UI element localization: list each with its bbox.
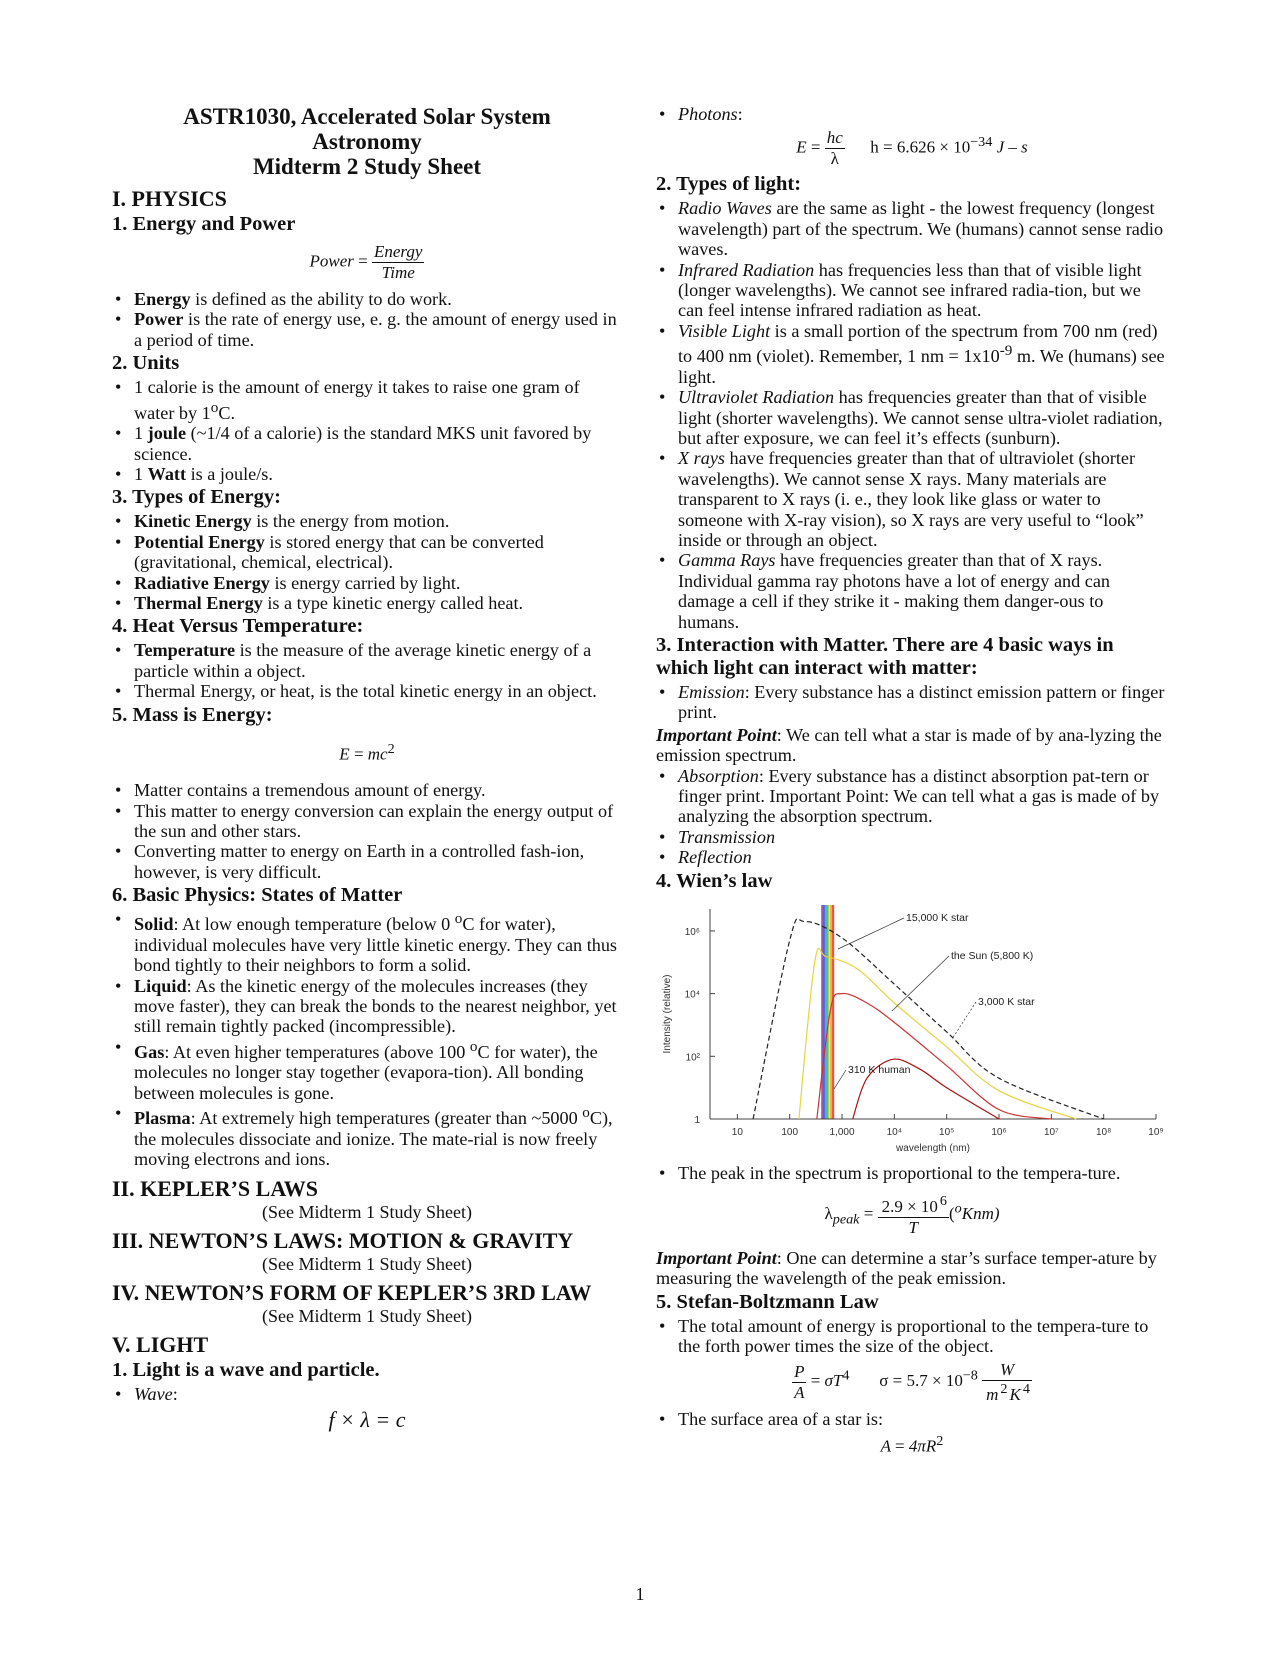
list-item — [656, 104, 1168, 124]
term: Liquid — [134, 975, 187, 996]
interaction-list-2 — [656, 766, 1168, 868]
text: is a joule/s. — [186, 463, 273, 484]
list-item — [112, 1037, 622, 1103]
visible-band-stripe — [821, 905, 823, 1119]
x-tick-label: 10⁵ — [939, 1126, 955, 1138]
x-axis-label: wavelength (nm) — [896, 1142, 970, 1154]
term: Radiative Energy — [134, 572, 270, 593]
stefan-formula — [656, 1360, 1168, 1405]
planck-unit: J – s — [996, 137, 1028, 157]
types-of-energy-list — [112, 511, 622, 613]
sigma-unit-den — [982, 1381, 1032, 1405]
see-note: (See Midterm 1 Study Sheet) — [262, 1306, 472, 1327]
series-annotation: the Sun (5,800 K) — [951, 949, 1034, 962]
definition: is the energy from motion. — [251, 511, 450, 532]
text: 1 — [134, 423, 148, 444]
definition: is stored energy that can be converted (gravitational, chemical, electrical). — [134, 531, 544, 573]
text: 1 — [134, 463, 148, 484]
stefan-list-2 — [656, 1409, 1168, 1429]
section-kepler-heading: II. KEPLER’S LAWS — [112, 1176, 319, 1202]
formula-eq: = — [353, 744, 364, 764]
text: : As the kinetic energy of the molecules increases (they move faster), they can break the bonds to the nearest neighbor, yet still remain tightly packed (incompressible). — [134, 975, 617, 1037]
term: joule — [147, 423, 187, 444]
list-item — [656, 682, 1168, 723]
planck-exp: −34 — [970, 134, 993, 151]
types-of-light-list — [656, 198, 1168, 632]
important-point-note — [656, 725, 1168, 766]
left-column — [112, 104, 622, 1439]
wave-list — [112, 1384, 622, 1404]
interaction-list-1 — [656, 682, 1168, 723]
term: Watt — [147, 463, 187, 484]
surface-area-formula — [656, 1433, 1168, 1457]
wien-formula — [656, 1193, 1168, 1238]
term: Solid — [134, 914, 174, 935]
definition: is energy carried by light. — [269, 572, 461, 593]
formula-fraction — [792, 1362, 806, 1403]
term: Plasma — [134, 1108, 191, 1129]
list-item — [112, 289, 622, 309]
sigma-eq: = — [892, 1371, 903, 1391]
formula-num: hc — [826, 128, 843, 148]
term: Reflection — [678, 847, 752, 868]
document-title — [112, 104, 622, 179]
list-item — [112, 593, 622, 613]
text: : At even higher temperatures (above 100 — [164, 1041, 470, 1062]
term: Radio Waves — [678, 198, 772, 219]
formula-exp: 2 — [936, 1433, 944, 1450]
definition: is the measure of the average kinetic energy of a particle within a object. — [134, 640, 592, 681]
degree-sup: o — [469, 1037, 478, 1055]
y-tick-label: 1 — [694, 1114, 700, 1126]
stefan-list-1 — [656, 1316, 1168, 1357]
y-tick-label: 10⁶ — [684, 926, 700, 938]
visible-band-stripe — [823, 905, 825, 1119]
energy-list — [112, 289, 622, 350]
series-annotation: 310 K human — [848, 1063, 911, 1076]
list-item — [112, 464, 622, 484]
planck-eq: = — [883, 137, 893, 157]
section-newton-heading: III. NEWTON’S LAWS: MOTION & GRAVITY — [112, 1228, 574, 1254]
text: (~1/4 of a calorie) is the standard MKS unit favored by science. — [134, 423, 592, 464]
term: Visible Light — [678, 320, 771, 341]
list-item — [112, 423, 622, 464]
text: has frequencies greater than that of visible light (shorter wavelengths). We cannot sense ultra-violet radiation, but after exposure, we can feel it’s effects (sunburn). — [678, 387, 1163, 448]
formula-eq: = — [810, 1371, 821, 1391]
term: Photons — [678, 104, 738, 124]
formula-den: λ — [830, 149, 839, 169]
list-item — [656, 550, 1168, 632]
states-of-matter-heading: 6. Basic Physics: States of Matter — [112, 884, 403, 907]
definition: is defined as the ability to do work. — [190, 289, 452, 309]
x-tick-label: 100 — [781, 1126, 799, 1138]
term: Kinetic Energy — [134, 511, 252, 532]
term: Infrared Radiation — [678, 259, 815, 280]
energy-power-heading: 1. Energy and Power — [112, 213, 296, 235]
list-item: • This matter to energy conversion can explain the energy output of the sun and other stars. — [112, 801, 622, 842]
text: : Every substance has a distinct absorption pat-tern or finger print. Important Point: We can tell what a gas is made of by analyzing the absorption spectrum. — [678, 765, 1160, 827]
list-item — [656, 448, 1168, 550]
blackbody-chart — [656, 899, 1168, 1157]
degree-sup: o — [454, 910, 463, 928]
text: have frequencies greater than that of X rays. Individual gamma ray photons have a lot of energy and can damage a cell if they strike it - making them danger-ous to humans. — [678, 550, 1110, 632]
list-item: • Matter contains a tremendous amount of energy. — [112, 780, 622, 800]
formula-den: T — [908, 1217, 918, 1237]
x-tick-label: 10⁷ — [1043, 1126, 1059, 1138]
x-tick-label: 10⁶ — [991, 1126, 1007, 1138]
term: Important Point — [656, 1247, 777, 1268]
term: Gas — [134, 1041, 165, 1062]
list-item — [112, 532, 622, 573]
list-item — [112, 640, 622, 681]
term: Important Point — [656, 724, 777, 745]
formula-den: A — [794, 1383, 805, 1403]
formula-fraction — [825, 128, 845, 169]
list-item — [112, 377, 622, 423]
degree-sup: o — [582, 1104, 590, 1122]
section-newton-kepler-heading: IV. NEWTON’S FORM OF KEPLER’S 3RD LAW — [112, 1280, 592, 1306]
unit-m: m — [986, 1385, 999, 1404]
text: is a small portion of the spectrum from 700 nm (red) to 400 nm (violet). Remember, 1 nm = 1x10 — [678, 320, 1158, 367]
term: X rays — [678, 448, 725, 469]
term: Power — [134, 309, 184, 330]
y-tick-label: 10² — [685, 1051, 700, 1063]
heat-list — [112, 640, 622, 701]
x-tick-label: 10⁸ — [1095, 1126, 1112, 1138]
text: has frequencies less than that of visible light (longer wavelengths). We cannot see infrared radia-tion, but we can feel intense infrared radiation as heat. — [678, 259, 1142, 321]
text: : Every substance has a distinct emission pattern or finger print. — [678, 682, 1165, 723]
y-tick-label: 10⁴ — [684, 989, 700, 1001]
unit-k: K — [1009, 1385, 1021, 1404]
x-tick-label: 10⁴ — [886, 1126, 903, 1138]
photons-list — [656, 104, 1168, 124]
planck-value: 6.626 × 10 — [896, 137, 971, 157]
title-line-1: ASTR1030, Accelerated Solar System — [183, 104, 551, 129]
sigma-value: 5.7 × 10 — [906, 1371, 963, 1391]
formula-sub: peak — [832, 1211, 860, 1228]
formula-fraction — [878, 1193, 949, 1238]
list-item — [112, 511, 622, 531]
list-item: • The peak in the spectrum is proportional to the tempera-ture. — [656, 1163, 1168, 1183]
text: C for water), the molecules no longer stay together (evapora-tion). All bonding between molecules is gone. — [134, 1041, 598, 1103]
formula-unit-sup: o — [954, 1200, 962, 1217]
series-annotation: 3,000 K star — [978, 995, 1035, 1008]
list-item — [112, 1103, 622, 1169]
visible-band-stripe — [832, 905, 834, 1119]
formula-num: P — [794, 1362, 805, 1382]
formula-num — [878, 1193, 949, 1218]
x-tick-label: 1,000 — [829, 1126, 855, 1138]
degree-sup: o — [210, 398, 219, 416]
sigma-exp: −8 — [962, 1367, 978, 1384]
term: Gamma Rays — [678, 550, 776, 571]
states-list — [112, 909, 622, 1169]
mass-list — [112, 780, 622, 882]
formula-num-value: 2.9 × 10 — [881, 1196, 938, 1216]
sigma-unit-fraction — [982, 1360, 1032, 1405]
formula-exp: 2 — [387, 740, 395, 757]
stefan-boltzmann-heading: 5. Stefan-Boltzmann Law — [656, 1290, 879, 1313]
text: : — [737, 104, 743, 124]
page-number: 1 — [635, 1584, 645, 1604]
list-item: • Converting matter to energy on Earth in a controlled fash-ion, however, is very difficult. — [112, 841, 622, 882]
formula-rhs: mc — [367, 744, 388, 764]
list-item — [656, 827, 1168, 847]
section-light-heading: V. LIGHT — [112, 1332, 209, 1358]
term: Emission — [678, 682, 745, 702]
text: Thermal Energy, or heat, is the total kinetic energy in an object. — [134, 681, 597, 702]
term: Potential Energy — [134, 531, 265, 552]
wave-particle-heading: 1. Light is a wave and particle. — [112, 1359, 380, 1382]
x-tick-label: 10 — [731, 1126, 743, 1138]
list-item — [112, 1384, 622, 1404]
see-note: (See Midterm 1 Study Sheet) — [262, 1254, 472, 1275]
y-axis-label: Intensity (relative) — [662, 974, 673, 1054]
text: : At low enough temperature (below 0 — [173, 914, 455, 935]
list-item — [656, 847, 1168, 867]
formula-lhs: E — [796, 137, 807, 157]
term: Energy — [134, 289, 191, 309]
power-formula-den: Time — [381, 263, 415, 282]
heat-temperature-heading: 4. Heat Versus Temperature: — [112, 615, 364, 638]
text: C. — [218, 402, 236, 423]
list-item — [656, 198, 1168, 259]
wave-formula: f × λ = c — [328, 1406, 406, 1432]
exponent: -9 — [999, 342, 1013, 360]
term: Ultraviolet Radiation — [678, 387, 835, 408]
units-list — [112, 377, 622, 484]
formula-rhs: 4πR — [908, 1437, 937, 1457]
mass-energy-heading: 5. Mass is Energy: — [112, 703, 273, 726]
sigma-unit-num: W — [982, 1360, 1032, 1381]
x-tick-label: 10⁹ — [1148, 1126, 1164, 1138]
list-item: • The surface area of a star is: — [656, 1409, 1168, 1429]
types-of-light-heading: 2. Types of light: — [656, 173, 802, 196]
list-item — [112, 681, 622, 701]
formula-rhs: σT — [824, 1371, 843, 1391]
formula-eq: = — [895, 1437, 905, 1457]
formula-unit-open: ( — [948, 1204, 955, 1224]
planck-lhs: h — [870, 137, 879, 157]
power-formula-lhs: Power — [309, 251, 354, 271]
text: : We can tell what a star is made of by ana-lyzing the emission spectrum. — [656, 724, 1162, 766]
visible-band-stripe — [827, 905, 829, 1119]
photon-energy-formula — [656, 128, 1168, 169]
term: Temperature — [134, 640, 236, 661]
visible-band-stripe — [825, 905, 827, 1119]
term: Thermal Energy — [134, 592, 263, 613]
formula-eq: = — [863, 1204, 874, 1224]
interaction-heading: 3. Interaction with Matter. There are 4 basic ways in which light can interact with matter: — [656, 634, 1114, 679]
term: Wave — [134, 1384, 173, 1405]
list-item — [112, 909, 622, 975]
text: m. We (humans) see light. — [678, 346, 1165, 387]
blackbody-chart-svg — [656, 899, 1168, 1157]
title-line-3: Midterm 2 Study Sheet — [252, 154, 482, 179]
unit-k-exp: 4 — [1022, 1381, 1030, 1398]
title-line-2: Astronomy — [312, 129, 422, 154]
unit-m-exp: 2 — [1000, 1381, 1008, 1398]
text: : — [172, 1384, 178, 1405]
units-heading: 2. Units — [112, 352, 180, 375]
formula-num-exp: 6 — [939, 1193, 947, 1210]
series-annotation: 15,000 K star — [906, 911, 969, 924]
list-item — [656, 321, 1168, 387]
power-formula-fraction — [372, 242, 424, 283]
see-note: (See Midterm 1 Study Sheet) — [262, 1202, 472, 1223]
section-physics-heading: I. PHYSICS — [112, 186, 227, 211]
types-of-energy-heading: 3. Types of Energy: — [112, 486, 281, 509]
wiens-law-heading: 4. Wien’s law — [656, 869, 773, 892]
formula-rhs-exp: 4 — [842, 1367, 850, 1384]
text: are the same as light - the lowest frequency (longest wavelength) part of the spectrum. We (humans) cannot sense radio waves. — [678, 198, 1164, 260]
definition: is a type kinetic energy called heat. — [262, 592, 524, 613]
power-formula-num: Energy — [374, 242, 423, 261]
text: 1 calorie is the amount of energy it takes to raise one gram of water by 1 — [134, 377, 580, 423]
term: Absorption — [678, 765, 759, 786]
important-point-note — [656, 1248, 1168, 1289]
power-formula — [112, 242, 622, 283]
wien-list — [656, 1163, 1168, 1183]
text: C for water), individual molecules have very little kinetic energy. They can thus bond tightly to their neighbors to form a solid. — [134, 914, 618, 976]
sigma-lhs: σ — [879, 1371, 889, 1391]
formula-lhs: A — [880, 1437, 891, 1457]
text: C), the molecules dissociate and ionize. The mate-rial is now freely moving electrons and ions. — [134, 1108, 613, 1169]
power-formula-eq: = — [358, 251, 368, 271]
formula-lhs: E — [339, 744, 350, 764]
list-item — [112, 573, 622, 593]
list-item — [656, 766, 1168, 827]
list-item — [656, 260, 1168, 321]
right-column — [656, 104, 1168, 1457]
term: Transmission — [678, 826, 776, 847]
chart-background — [656, 899, 1168, 1157]
formula-eq: = — [810, 137, 821, 157]
list-item — [112, 976, 622, 1037]
list-item: • The total amount of energy is proportional to the tempera-ture to the forth power times the size of the object. — [656, 1316, 1168, 1357]
text: have frequencies greater than that of ultraviolet (shorter wavelengths). We cannot sense X rays. Many materials are transparent to X rays (i. e., they look like glass or water to someone with X-ray vision), so X rays are very useful to “look” inside or through an object. — [678, 448, 1144, 550]
mass-energy-formula — [112, 741, 622, 765]
list-item — [112, 309, 622, 350]
text: : One can determine a star’s surface temper-ature by measuring the wavelength of the peak emission. — [656, 1247, 1157, 1289]
text: : At extremely high temperatures (greater than ~5000 — [190, 1108, 583, 1129]
formula-lhs: λ — [824, 1204, 833, 1224]
list-item — [656, 387, 1168, 448]
formula-unit: Knm) — [961, 1204, 1000, 1224]
definition: is the rate of energy use, e. g. the amount of energy used in a period of time. — [134, 309, 617, 350]
